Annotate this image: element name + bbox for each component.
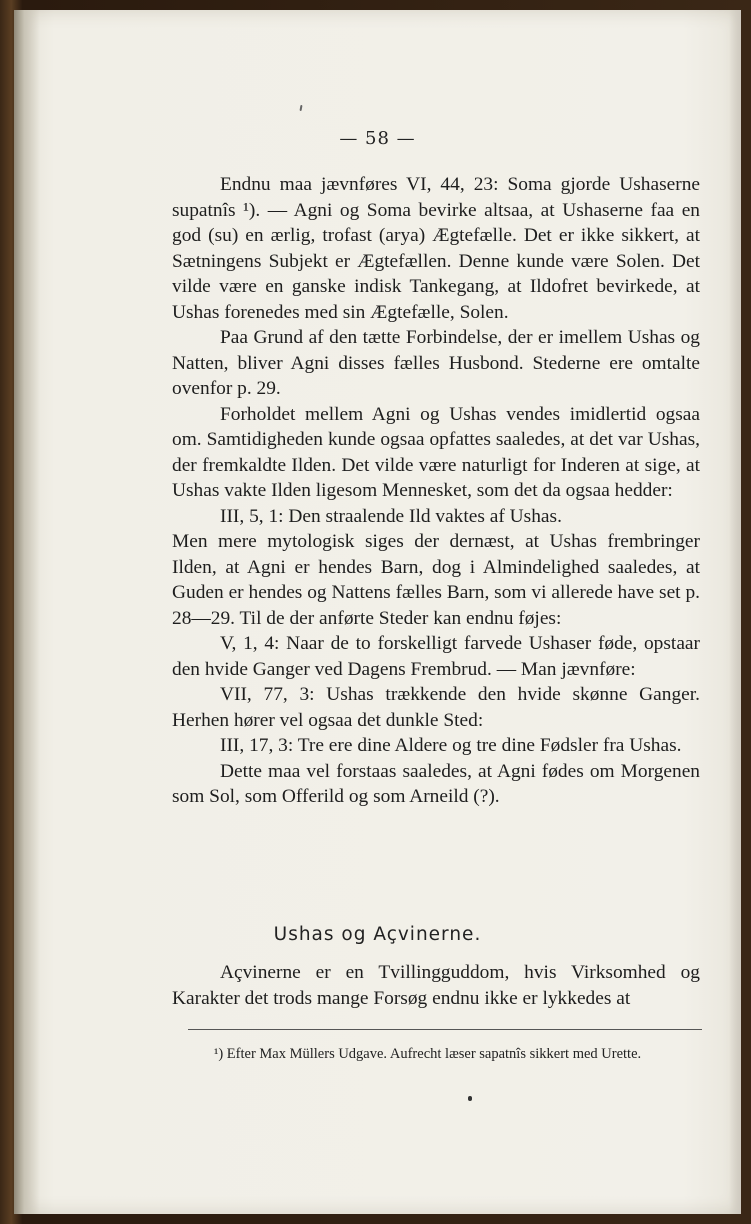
quote-line: III, 5, 1: Den straalende Ild vaktes af Ushas. [220, 505, 562, 527]
main-text [172, 172, 700, 810]
footnote-rule [188, 1029, 702, 1030]
quote-line: III, 17, 3: Tre ere dine Aldere og tre dine Fødsler fra Ushas. [220, 735, 682, 756]
book-page [14, 10, 741, 1214]
section-heading: Ushas og Açvinerne. [273, 924, 482, 945]
paragraph: Paa Grund af den tætte Forbindelse, der er imellem Ushas og Natten, bliver Agni disses fælles Husbond. Stederne ere omtalte ovenfor p. 29. [172, 327, 700, 399]
quote-line: VII, 77, 3: Ushas trækkende den hvide skønne Ganger. Herhen hører vel ogsaa det dunkle Sted: [172, 684, 700, 731]
ink-dot [468, 1096, 472, 1101]
paragraph: Endnu maa jævnføres VI, 44, 23: Soma gjorde Ushaserne supatnîs ¹). — Agni og Soma bevirke altsaa, at Ushaserne faa en god (su) en ærlig, trofast (arya) Ægtefælle. Det er ikke sikkert, at Sætningens Subjekt er Ægtefællen. Denne kunde være Solen. Det vilde være en ganske indisk Tankegang, at Ildofret bevirkede, at Ushas forenedes med sin Ægtefælle, Solen. [172, 174, 700, 323]
ink-speck [299, 105, 302, 111]
page-edge [729, 10, 741, 1214]
page-number: — 58 — [339, 128, 416, 149]
paragraph: Dette maa vel forstaas saaledes, at Agni fødes om Morgenen som Sol, som Offerild og som Arneild (?). [172, 760, 700, 807]
page-gutter [14, 10, 40, 1214]
section-text [172, 960, 700, 1011]
paragraph: Açvinerne er en Tvillingguddom, hvis Virksomhed og Karakter det trods mange Forsøg endnu ikke er lykkedes at [172, 962, 700, 1009]
paragraph: Men mere mytologisk siges der dernæst, at Ushas frembringer Ilden, at Agni er hendes Barn, dog i Almindelighed saaledes, at Guden er hendes og Nattens fælles Barn, som vi allerede have set p. 28—29. Til de der anførte Steder kan endnu føjes: [172, 531, 700, 629]
quote-line: V, 1, 4: Naar de to forskelligt farvede Ushaser føde, opstaar den hvide Ganger ved Dagens Frembrud. — Man jævnføre: [172, 633, 700, 680]
paragraph: Forholdet mellem Agni og Ushas vendes imidlertid ogsaa om. Samtidigheden kunde ogsaa opfattes saaledes, at det var Ushas, der fremkaldte Ilden. Det vilde være naturligt for Inderen at sige, at Ushas vakte Ilden ligesom Mennesket, som det da ogsaa hedder: [172, 403, 700, 501]
footnote: ¹) Efter Max Müllers Udgave. Aufrecht læser sapatnîs sikkert med Urette. [214, 1046, 642, 1062]
